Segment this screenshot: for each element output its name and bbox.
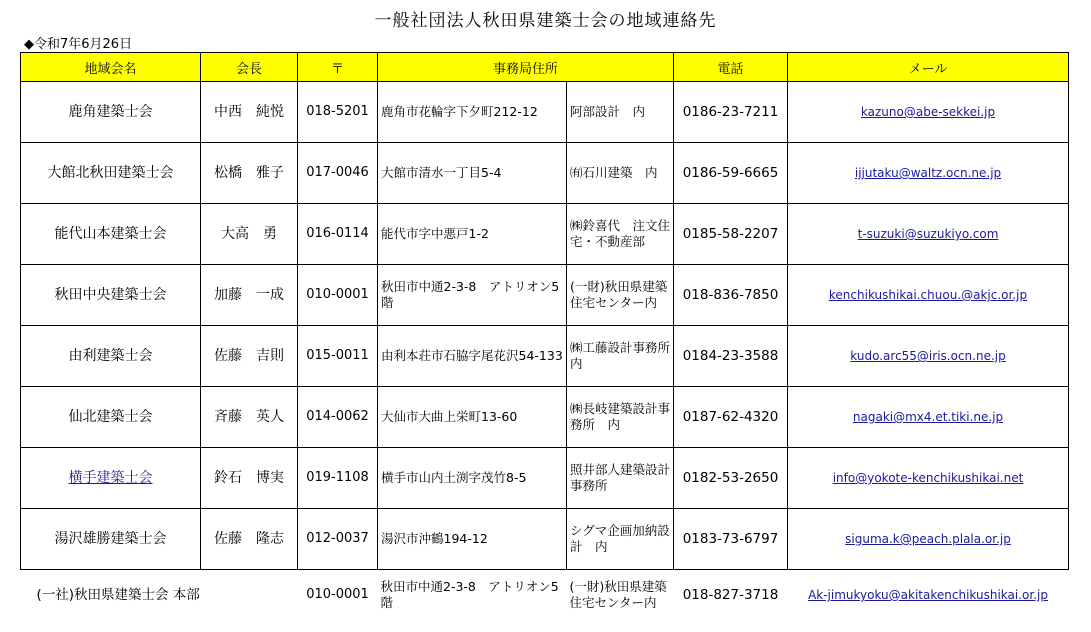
headquarters-row [21,570,1069,621]
region-name: 鹿角建築士会 [21,82,201,143]
phone-number: 0183-73-6797 [674,509,788,570]
email-cell [788,509,1069,570]
hq-phone-number: 018-827-3718 [682,587,779,603]
phone-number: 0182-53-2650 [674,448,788,509]
postal-code: 018-5201 [298,82,378,143]
email-cell [788,448,1069,509]
contacts-table [20,52,1069,620]
president-name: 松橋 雅子 [201,143,298,204]
postal-code: 016-0114 [298,204,378,265]
office-address: 秋田市中通2-3-8 アトリオン5階 [378,265,567,326]
phone-number: 0187-62-4320 [674,387,788,448]
office-address: 由利本荘市石脇字尾花沢54-133 [378,326,567,387]
email-link[interactable]: t-suzuki@suzukiyo.com [857,227,999,241]
phone-number: 0186-59-6665 [674,143,788,204]
region-name: 湯沢雄勝建築士会 [21,509,201,570]
header-president: 会長 [201,53,298,82]
postal-code: 012-0037 [298,509,378,570]
postal-code: 010-0001 [298,265,378,326]
table-row [21,509,1069,570]
president-name: 佐藤 吉則 [201,326,298,387]
region-name-link[interactable]: 横手建築士会 [68,470,153,486]
header-region: 地域会名 [21,53,201,82]
office-address: 横手市山内土渕字茂竹8-5 [378,448,567,509]
postal-code: 017-0046 [298,143,378,204]
president-name: 中西 純悦 [201,82,298,143]
email-link[interactable]: kudo.arc55@iris.ocn.ne.jp [850,349,1006,363]
table-row [21,326,1069,387]
header-phone: 電話 [674,53,788,82]
hq-name: (一社)秋田県建築士会 本部 [36,587,200,603]
table-row [21,204,1069,265]
email-link[interactable]: kazuno@abe-sekkei.jp [860,105,996,119]
header-row [21,53,1069,82]
region-name: 大館北秋田建築士会 [21,143,201,204]
region-name-cell [21,448,201,509]
table-row [21,143,1069,204]
postal-code: 019-1108 [298,448,378,509]
page-title: 一般社団法人秋田県建築士会の地域連絡先 [374,11,717,31]
email-cell [788,143,1069,204]
president-name: 斉藤 英人 [201,387,298,448]
office-care-of: シグマ企画加納設計 内 [567,509,674,570]
office-care-of: 照井部人建築設計事務所 [567,448,674,509]
email-link[interactable]: ijjutaku@waltz.ocn.ne.jp [854,166,1002,180]
header-address: 事務局住所 [378,53,674,82]
phone-number: 0186-23-7211 [674,82,788,143]
office-address: 能代市字中悪戸1-2 [378,204,567,265]
table-row [21,387,1069,448]
email-cell [788,387,1069,448]
email-link[interactable]: siguma.k@peach.plala.or.jp [845,532,1011,546]
postal-code: 014-0062 [298,387,378,448]
region-name: 秋田中央建築士会 [21,265,201,326]
office-address: 湯沢市沖鶴194-12 [378,509,567,570]
phone-number: 0184-23-3588 [674,326,788,387]
hq-postal-code: 010-0001 [306,587,369,602]
region-name: 仙北建築士会 [21,387,201,448]
table-row [21,82,1069,143]
office-care-of: ㈱工藤設計事務所 内 [567,326,674,387]
email-link[interactable]: nagaki@mx4.et.tiki.ne.jp [852,410,1004,424]
email-link[interactable]: kenchikushikai.chuou.@akjc.or.jp [828,288,1028,302]
table-row [21,265,1069,326]
postal-code: 015-0011 [298,326,378,387]
office-address: 大館市清水一丁目5-4 [378,143,567,204]
email-cell [788,82,1069,143]
president-name: 佐藤 隆志 [201,509,298,570]
header-email: メール [788,53,1069,82]
office-care-of: ㈱長岐建築設計事務所 内 [567,387,674,448]
email-cell [788,204,1069,265]
hq-email-link[interactable]: Ak-jimukyoku@akitakenchikushikai.or.jp [808,588,1048,602]
region-name: 由利建築士会 [21,326,201,387]
hq-care-of: (一財)秋田県建築住宅センター内 [569,579,667,610]
president-name: 加藤 一成 [201,265,298,326]
office-address: 大仙市大曲上栄町13-60 [378,387,567,448]
table-row [21,448,1069,509]
region-name: 能代山本建築士会 [21,204,201,265]
email-link[interactable]: info@yokote-kenchikushikai.net [832,471,1024,485]
hq-email-cell [788,570,1069,621]
president-name: 鈴石 博実 [201,448,298,509]
office-care-of: ㈲石川建築 内 [567,143,674,204]
office-care-of: ㈱鈴喜代 注文住宅・不動産部 [567,204,674,265]
email-cell [788,265,1069,326]
office-care-of: (一財)秋田県建築住宅センター内 [567,265,674,326]
phone-number: 0185-58-2207 [674,204,788,265]
header-zip: 〒 [298,53,378,82]
phone-number: 018-836-7850 [674,265,788,326]
hq-address: 秋田市中通2-3-8 アトリオン5階 [380,579,559,610]
email-cell [788,326,1069,387]
date-label: ◆令和7年6月26日 [24,37,133,52]
office-address: 鹿角市花輪字下夕町212-12 [378,82,567,143]
president-name: 大高 勇 [201,204,298,265]
office-care-of: 阿部設計 内 [567,82,674,143]
